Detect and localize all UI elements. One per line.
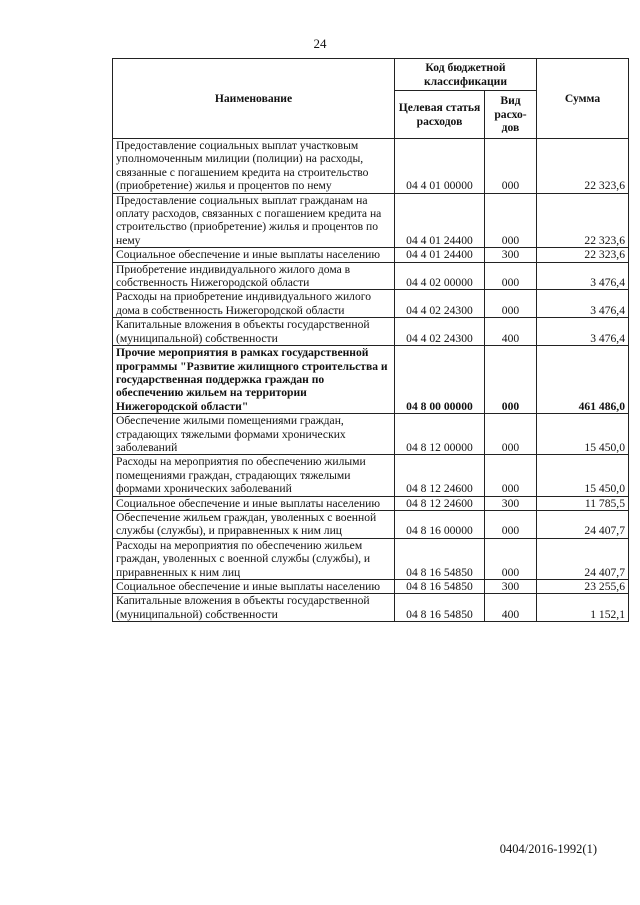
row-expense-type: 300 (485, 496, 537, 510)
table-row (113, 496, 629, 510)
row-target-article: 04 8 16 54850 (395, 580, 485, 594)
row-amount: 461 486,0 (537, 346, 629, 414)
header-amount: Сумма (537, 59, 629, 139)
row-amount: 22 323,6 (537, 248, 629, 262)
row-amount: 1 152,1 (537, 594, 629, 622)
row-name: Прочие мероприятия в рамках государственной программы "Развитие жилищного строительства и государственная поддержка граждан по обеспечению жильем на территории Нижегородской области" (113, 346, 395, 414)
row-expense-type: 000 (485, 193, 537, 248)
row-amount: 24 407,7 (537, 538, 629, 579)
row-target-article: 04 8 16 00000 (395, 510, 485, 538)
row-amount: 3 476,4 (537, 290, 629, 318)
header-expense-type: Вид расхо-дов (485, 91, 537, 139)
table-row (113, 193, 629, 248)
table-row (113, 580, 629, 594)
row-expense-type: 000 (485, 455, 537, 496)
table-row (113, 510, 629, 538)
row-target-article: 04 4 02 24300 (395, 318, 485, 346)
row-name: Социальное обеспечение и иные выплаты населению (113, 248, 395, 262)
row-target-article: 04 4 02 24300 (395, 290, 485, 318)
row-target-article: 04 8 12 24600 (395, 455, 485, 496)
header-budget-code: Код бюджетной классификации (395, 59, 537, 91)
row-expense-type: 400 (485, 318, 537, 346)
table-row (113, 290, 629, 318)
row-name: Социальное обеспечение и иные выплаты населению (113, 580, 395, 594)
table-header (113, 59, 629, 139)
row-amount: 22 323,6 (537, 193, 629, 248)
row-amount: 23 255,6 (537, 580, 629, 594)
row-expense-type: 000 (485, 262, 537, 290)
row-target-article: 04 4 02 00000 (395, 262, 485, 290)
row-expense-type: 300 (485, 248, 537, 262)
row-target-article: 04 8 00 00000 (395, 346, 485, 414)
row-name: Расходы на мероприятия по обеспечению жильем граждан, уволенных с военной службы (службы), и приравненных к ним лиц (113, 538, 395, 579)
row-name: Капитальные вложения в объекты государственной (муниципальной) собственности (113, 318, 395, 346)
row-target-article: 04 8 12 24600 (395, 496, 485, 510)
row-expense-type: 000 (485, 538, 537, 579)
row-expense-type: 000 (485, 139, 537, 194)
row-expense-type: 400 (485, 594, 537, 622)
row-amount: 3 476,4 (537, 262, 629, 290)
table-row (113, 538, 629, 579)
budget-table (112, 58, 629, 622)
row-amount: 22 323,6 (537, 139, 629, 194)
row-expense-type: 000 (485, 346, 537, 414)
row-expense-type: 300 (485, 580, 537, 594)
row-expense-type: 000 (485, 510, 537, 538)
row-target-article: 04 4 01 24400 (395, 248, 485, 262)
row-target-article: 04 4 01 24400 (395, 193, 485, 248)
header-target-article: Целевая статья расходов (395, 91, 485, 139)
row-name: Предоставление социальных выплат участковым уполномоченным милиции (полиции) на расходы, связанные с погашением кредита на строительство (приобретение) жилья и процентов по нему (113, 139, 395, 194)
row-name: Капитальные вложения в объекты государственной (муниципальной) собственности (113, 594, 395, 622)
row-name: Приобретение индивидуального жилого дома в собственность Нижегородской области (113, 262, 395, 290)
table-row (113, 594, 629, 622)
row-target-article: 04 8 12 00000 (395, 414, 485, 455)
row-target-article: 04 8 16 54850 (395, 594, 485, 622)
table-row (113, 262, 629, 290)
row-amount: 11 785,5 (537, 496, 629, 510)
table-body (113, 139, 629, 622)
table-row (113, 139, 629, 194)
row-name: Расходы на приобретение индивидуального жилого дома в собственность Нижегородской области (113, 290, 395, 318)
table-row (113, 248, 629, 262)
row-name: Обеспечение жилыми помещениями граждан, страдающих тяжелыми формами хронических заболеваний (113, 414, 395, 455)
document-code: 0404/2016-1992(1) (499, 842, 597, 856)
row-name: Социальное обеспечение и иные выплаты населению (113, 496, 395, 510)
row-name: Обеспечение жильем граждан, уволенных с военной службы (службы), и приравненных к ним лиц (113, 510, 395, 538)
row-amount: 15 450,0 (537, 414, 629, 455)
header-name: Наименование (113, 59, 395, 139)
table-row (113, 455, 629, 496)
row-amount: 3 476,4 (537, 318, 629, 346)
row-target-article: 04 4 01 00000 (395, 139, 485, 194)
page-number: 24 (313, 36, 327, 51)
row-expense-type: 000 (485, 414, 537, 455)
row-name: Предоставление социальных выплат гражданам на оплату расходов, связанных с погашением кредита на строительство (приобретение) жилья и процентов по нему (113, 193, 395, 248)
row-target-article: 04 8 16 54850 (395, 538, 485, 579)
table-row (113, 346, 629, 414)
table-row (113, 318, 629, 346)
row-amount: 15 450,0 (537, 455, 629, 496)
row-expense-type: 000 (485, 290, 537, 318)
row-amount: 24 407,7 (537, 510, 629, 538)
table-row (113, 414, 629, 455)
row-name: Расходы на мероприятия по обеспечению жилыми помещениями граждан, страдающих тяжелыми формами хронических заболеваний (113, 455, 395, 496)
